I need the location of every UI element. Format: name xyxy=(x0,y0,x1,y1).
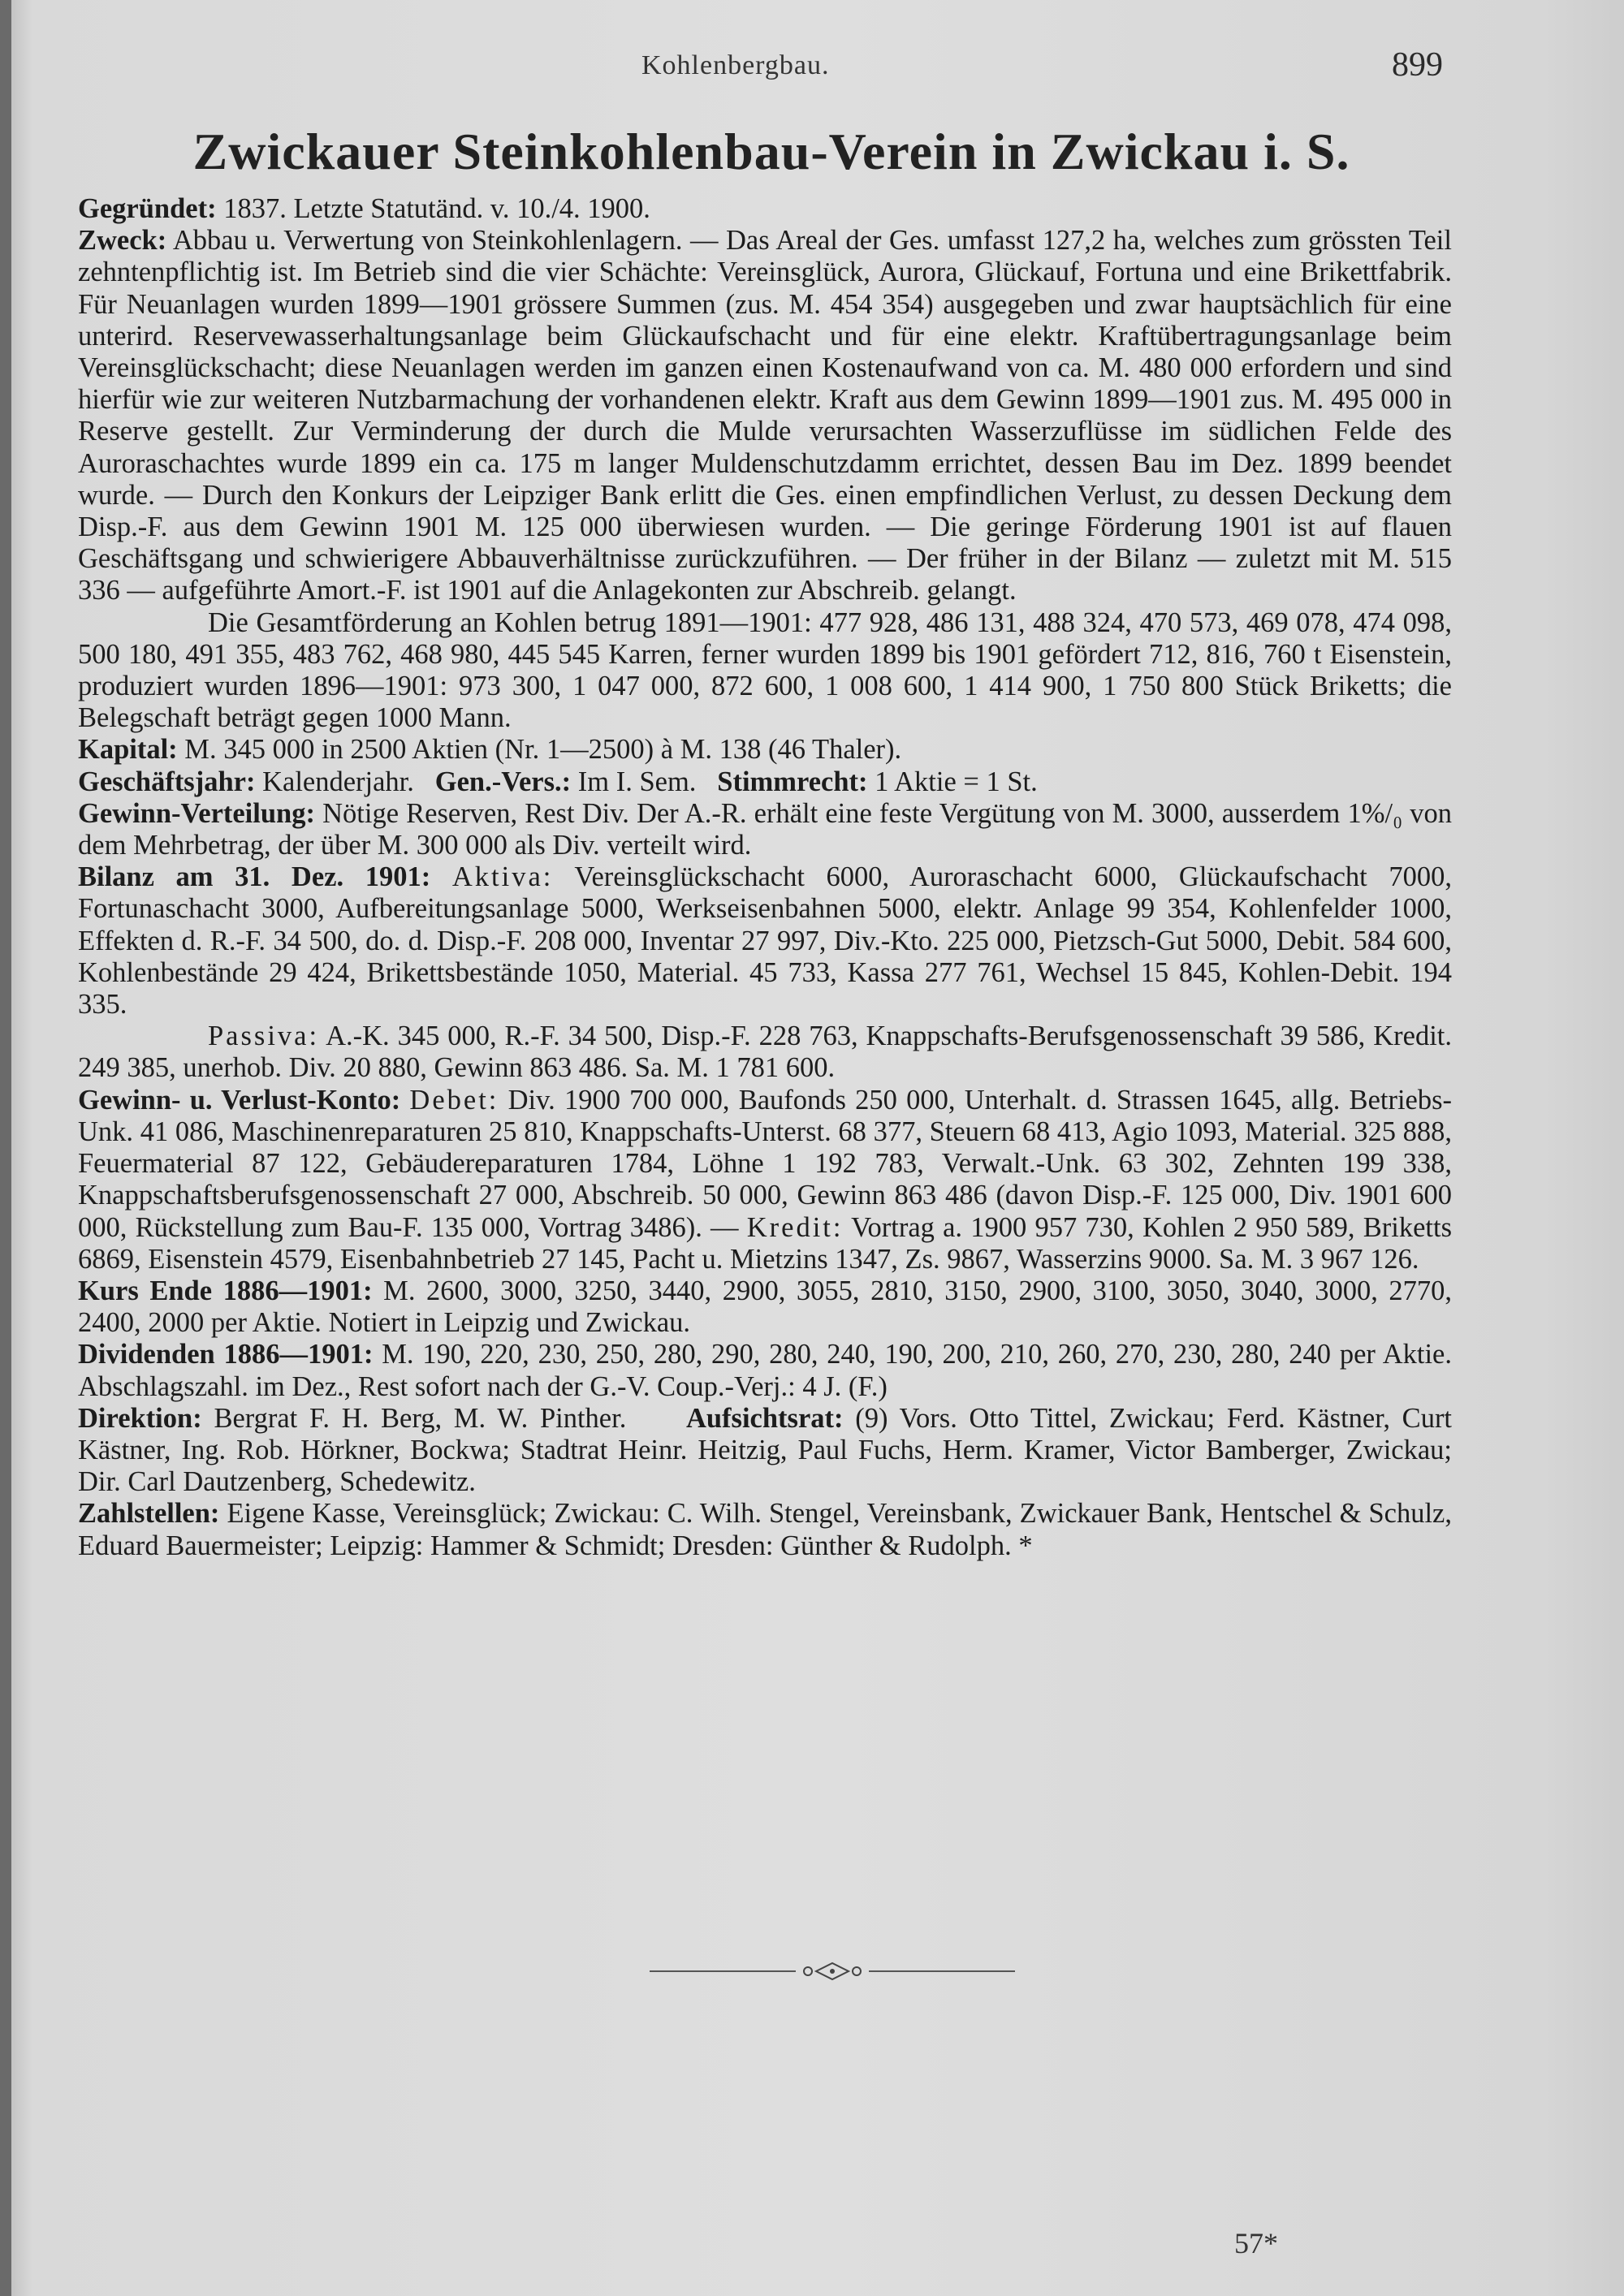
text-gegruendet: 1837. Letzte Statutänd. v. 10./4. 1900. xyxy=(223,193,650,224)
label-zweck: Zweck: xyxy=(78,225,167,257)
label-zahlstellen: Zahlstellen: xyxy=(78,1498,220,1530)
sheet-signature: 57* xyxy=(1234,2227,1278,2259)
text-stimmrecht: 1 Aktie = 1 St. xyxy=(875,766,1038,797)
paragraph-passiva xyxy=(78,1021,1452,1084)
text-kredit: Vortrag a. 1900 957 730, Kohlen 2 950 589, Briketts 6869, Eisenstein 4579, Eisenbahnbetrieb 27 145, Pacht u. Mietzins 1347, Zs. 9867, Wasserzins 9000. Sa. M. 3 967 126. xyxy=(78,1211,1452,1275)
label-dividenden: Dividenden 1886—1901: xyxy=(78,1339,374,1370)
label-kurs: Kurs Ende 1886—1901: xyxy=(78,1275,373,1306)
page-number: 899 xyxy=(1392,46,1443,84)
text-direktion: Bergrat F. H. Berg, M. W. Pinther. xyxy=(214,1402,627,1434)
section-title: Kohlenbergbau. xyxy=(641,50,830,80)
label-stimmrecht: Stimmrecht: xyxy=(717,766,868,797)
scan-edge xyxy=(0,0,11,2296)
text-dividenden: M. 190, 220, 230, 250, 280, 290, 280, 240, 190, 200, 210, 260, 270, 230, 280, 240 per Aktie. Abschlagszahl. im Dez., Rest sofort nach der G.-V. Coup.-Verj.: 4 J. (F.) xyxy=(78,1339,1452,1402)
text-geschaeftsjahr: Kalenderjahr. xyxy=(262,766,414,797)
entry-kapital xyxy=(78,734,1452,766)
entry-bilanz xyxy=(78,861,1452,1021)
text-debet: Div. 1900 700 000, Baufonds 250 000, Unterhalt. d. Strassen 1645, allg. Betriebs-Unk. 41 086, Maschinenreparaturen 25 810, Knappschafts-Unterst. 68 377, Steuern 68 413, Agio 1093, Material. 325 888, Feuermaterial 87 122, Gebäudereparaturen 1784, Löhne 1 192 783, Verwalt.-Unk. 63 302, Zehnten 199 338, Knappschaftsberufsgenossenschaft 27 000, Abschreib. 50 000, Gewinn 863 486 (davon Disp.-F. 125 000, Div. 1901 600 000, Rückstellung zum Bau-F. 135 000, Vortrag 3486). — xyxy=(78,1084,1453,1243)
running-head xyxy=(0,46,1624,99)
entry-zweck xyxy=(78,225,1452,606)
company-title: Zwickauer Steinkohlenbau-Verein in Zwickau i. S. xyxy=(192,123,1350,180)
text-aktiva: Vereinsglückschacht 6000, Auroraschacht 6000, Glückaufschacht 7000, Fortunaschacht 3000, Aufbereitungsanlage 5000, Werkseisenbahnen 5000, elektr. Anlage 99 354, Kohlenfelder 1000, Effekten d. R.-F. 34 500, do. d. Disp.-F. 208 000, Inventar 27 997, Div.-Kto. 225 000, Pietzsch-Gut 5000, Debit. 584 600, Kohlenbestände 29 424, Brikettsbestände 1050, Material. 45 733, Kassa 277 761, Wechsel 15 845, Kohlen-Debit. 194 335. xyxy=(78,861,1453,1021)
label-passiva: Passiva: xyxy=(208,1021,320,1052)
label-gegruendet: Gegründet: xyxy=(78,193,217,224)
text-zahlstellen: Eigene Kasse, Vereinsglück; Zwickau: C. Wilh. Stengel, Vereinsbank, Zwickauer Bank, Hentschel & Schulz, Eduard Bauermeister; Leipzig: Hammer & Schmidt; Dresden: Günther & Rudolph. * xyxy=(78,1498,1452,1561)
label-gen-vers: Gen.-Vers.: xyxy=(434,766,572,797)
label-direktion: Direktion: xyxy=(78,1402,202,1434)
entry-geschaeftsjahr xyxy=(78,766,1452,798)
label-aktiva: Aktiva: xyxy=(451,861,554,893)
label-kredit: Kredit: xyxy=(746,1211,844,1243)
document-body xyxy=(78,193,1452,1562)
entry-gewinn-verlust xyxy=(78,1085,1452,1275)
label-aufsichtsrat: Aufsichtsrat: xyxy=(685,1402,844,1434)
entry-zahlstellen xyxy=(78,1498,1452,1561)
label-debet: Debet: xyxy=(409,1084,499,1116)
entry-kurs xyxy=(78,1275,1452,1339)
label-geschaeftsjahr: Geschäftsjahr: xyxy=(78,766,256,797)
ornament-divider xyxy=(650,1955,1015,1987)
label-bilanz: Bilanz am 31. Dez. 1901: xyxy=(78,861,431,893)
text-gen-vers: Im I. Sem. xyxy=(577,766,697,797)
entry-gewinn-verteilung xyxy=(78,798,1452,861)
paragraph-foerderung: Die Gesamtförderung an Kohlen betrug 1891—1901: 477 928, 486 131, 488 324, 470 573, 469 078, 474 098, 500 180, 491 355, 483 762, 468 980, 445 545 Karren, ferner wurden 1899 bis 1901 gefördert 712, 816, 760 t Eisenstein, produziert wurden 1896—1901: 973 300, 1 047 000, 872 600, 1 008 600, 1 414 900, 1 750 800 Stück Briketts; die Belegschaft beträgt gegen 1000 Mann. xyxy=(78,606,1452,734)
label-gewinn-verteilung: Gewinn-Verteilung: xyxy=(78,797,315,829)
label-gewinn-verlust: Gewinn- u. Verlust-Konto: xyxy=(78,1084,401,1116)
text-aufsichtsrat: (9) Vors. Otto Tittel, Zwickau; Ferd. Kästner, Curt Kästner, Ing. Rob. Hörkner, Bockwa; Stadtrat Heinr. Heitzig, Paul Fuchs, Herm. Kramer, Victor Bamberger, Zwickau; Dir. Carl Dautzenberg, Schedewitz. xyxy=(78,1402,1453,1498)
label-kapital: Kapital: xyxy=(78,734,178,766)
entry-direktion xyxy=(78,1403,1452,1499)
entry-dividenden xyxy=(78,1339,1452,1402)
entry-gegruendet xyxy=(78,193,1452,225)
text-kurs: M. 2600, 3000, 3250, 3440, 2900, 3055, 2810, 3150, 2900, 3100, 3050, 3040, 3000, 2770, 2400, 2000 per Aktie. Notiert in Leipzig und Zwickau. xyxy=(78,1275,1453,1339)
text-kapital: M. 345 000 in 2500 Aktien (Nr. 1—2500) à M. 138 (46 Thaler). xyxy=(184,734,902,766)
text-zweck: Abbau u. Verwertung von Steinkohlenlagern. — Das Areal der Ges. umfasst 127,2 ha, welches zum grössten Teil zehntenpflichtig ist. Im Betrieb sind die vier Schächte: Vereinsglück, Aurora, Glückauf, Fortuna und eine Brikettfabrik. Für Neuanlagen wurden 1899—1901 grössere Summen (zus. M. 454 354) ausgegeben und zwar hauptsächlich für eine unterird. Reservewasserhaltungsanlage beim Glückaufschacht und für eine elektr. Kraftübertragungsanlage beim Vereinsglückschacht; diese Neuanlagen werden im ganzen einen Kostenaufwand von ca. M. 480 000 erfordern und sind hierfür wie zur weiteren Nutzbarmachung der vorhandenen elektr. Kraft aus dem Gewinn 1899—1901 zus. M. 495 000 in Reserve gestellt. Zur Verminderung der durch die Mulde verursachten Wasserzuflüsse im südlichen Felde des Auroraschachtes wurde 1899 ein ca. 175 m langer Muldenschutzdamm errichtet, dessen Bau im Dez. 1899 beendet wurde. — Durch den Konkurs der Leipziger Bank erlitt die Ges. einen empfindlichen Verlust, zu dessen Deckung dem Disp.-F. aus dem Gewinn 1901 M. 125 000 überwiesen wurden. — Die geringe Förderung 1901 ist auf flauen Geschäftsgang und schwierigere Abbauverhältnisse zurückzuführen. — Der früher in der Bilanz — zuletzt mit M. 515 336 — aufgeführte Amort.-F. ist 1901 auf die Anlagekonten zur Abschreib. gelangt. xyxy=(78,225,1452,606)
text-passiva: A.-K. 345 000, R.-F. 34 500, Disp.-F. 228 763, Knappschafts-Berufsgenossenschaft 39 586, Kredit. 249 385, unerhob. Div. 20 880, Gewinn 863 486. Sa. M. 1 781 600. xyxy=(78,1021,1452,1084)
text-gewinn-verteilung: Nötige Reserven, Rest Div. Der A.-R. erhält eine feste Vergütung von M. 3000, ausserdem 1%/₀ von dem Mehrbetrag, der über M. 300 000 als Div. verteilt wird. xyxy=(78,797,1452,861)
